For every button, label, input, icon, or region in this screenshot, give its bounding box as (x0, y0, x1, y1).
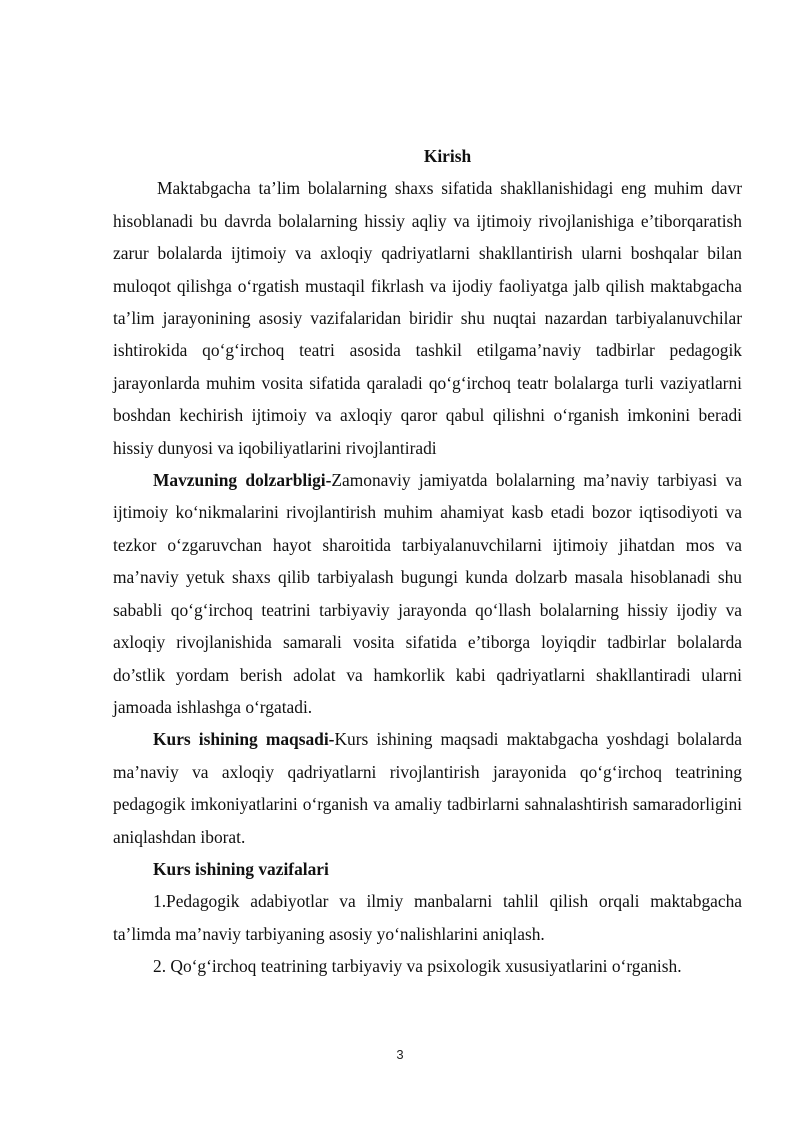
intro-paragraph: Maktabgacha ta’lim bolalarning shaxs sifatida shakllanishidagi eng muhim davr hisoblanadi bu davrda bolalarning hissiy aqliy va ijtimoiy rivojlanishiga e’tiborqaratish zarur bolalarda ijtimoiy va axloqiy qadriyatlarni shakllantirish ularni boshqalar bilan muloqot qilishga o‘rgatish mustaqil fikrlash va ijodiy faoliyatga jalb qilish maktabgacha ta’lim jarayonining asosiy vazifalaridan biridir shu nuqtai nazardan tarbiyalanuvchilar ishtirokida qo‘g‘irchoq teatri asosida tashkil etilgama’naviy tadbirlar pedagogik jarayonlarda muhim vosita sifatida qaraladi qo‘g‘irchoq teatr bolalarga turli vaziyatlarni boshdan kechirish ijtimoiy va axloqiy qaror qabul qilishni o‘rganish imkonini beradi hissiy dunyosi va iqobiliyatlarini rivojlantiradi (113, 178, 742, 458)
document-body (113, 140, 742, 983)
relevance-paragraph (113, 464, 742, 723)
goal-paragraph (113, 723, 742, 853)
page-number: 3 (396, 1047, 404, 1062)
task-item: 2. Qo‘g‘irchoq teatrining tarbiyaviy va psixologik xususiyatlarini o‘rganish. (153, 956, 682, 977)
relevance-text: Zamonaviy jamiyatda bolalarning ma’naviy tarbiyasi va ijtimoiy ko‘nikmalarini rivojlantirish muhim ahamiyat kasb etadi bozor iqtisodiyoti va tezkor o‘zgaruvchan hayot sharoitida tarbiyalanuvchilarni ijtimoiy jihatdan mos va ma’naviy yetuk shaxs qilib tarbiyalash bugungi kunda dolzarb masala hisoblanadi shu sababli qo‘g‘irchoq teatrini tarbiyaviy jarayonda qo‘llash bolalarning hissiy ijodiy va axloqiy rivojlanishida samarali vosita sifatida e’tiborga loyiqdir tadbirlar bolalarda do’stlik yordam berish adolat va hamkorlik kabi qadriyatlarni shakllantiradi ularni jamoada ishlashga o‘rgatadi. (113, 470, 742, 717)
task-item: 1.Pedagogik adabiyotlar va ilmiy manbalarni tahlil qilish orqali maktabgacha ta’limda ma’naviy tarbiyaning asosiy yo‘nalishlarini aniqlash. (113, 891, 742, 944)
goal-text: Kurs ishining maqsadi maktabgacha yoshdagi bolalarda ma’naviy va axloqiy qadriyatlarni rivojlantirish jarayonida qo‘g‘irchoq teatrining pedagogik imkoniyatlarini o‘rganish va amaliy tadbirlarni sahnalashtirish samaradorligini aniqlashdan iborat. (113, 729, 742, 847)
section-title: Kirish (423, 146, 472, 166)
tasks-heading: Kurs ishining vazifalari (153, 858, 329, 879)
relevance-heading: Mavzuning dolzarbligi- (153, 470, 332, 491)
goal-heading: Kurs ishining maqsadi- (153, 729, 335, 750)
